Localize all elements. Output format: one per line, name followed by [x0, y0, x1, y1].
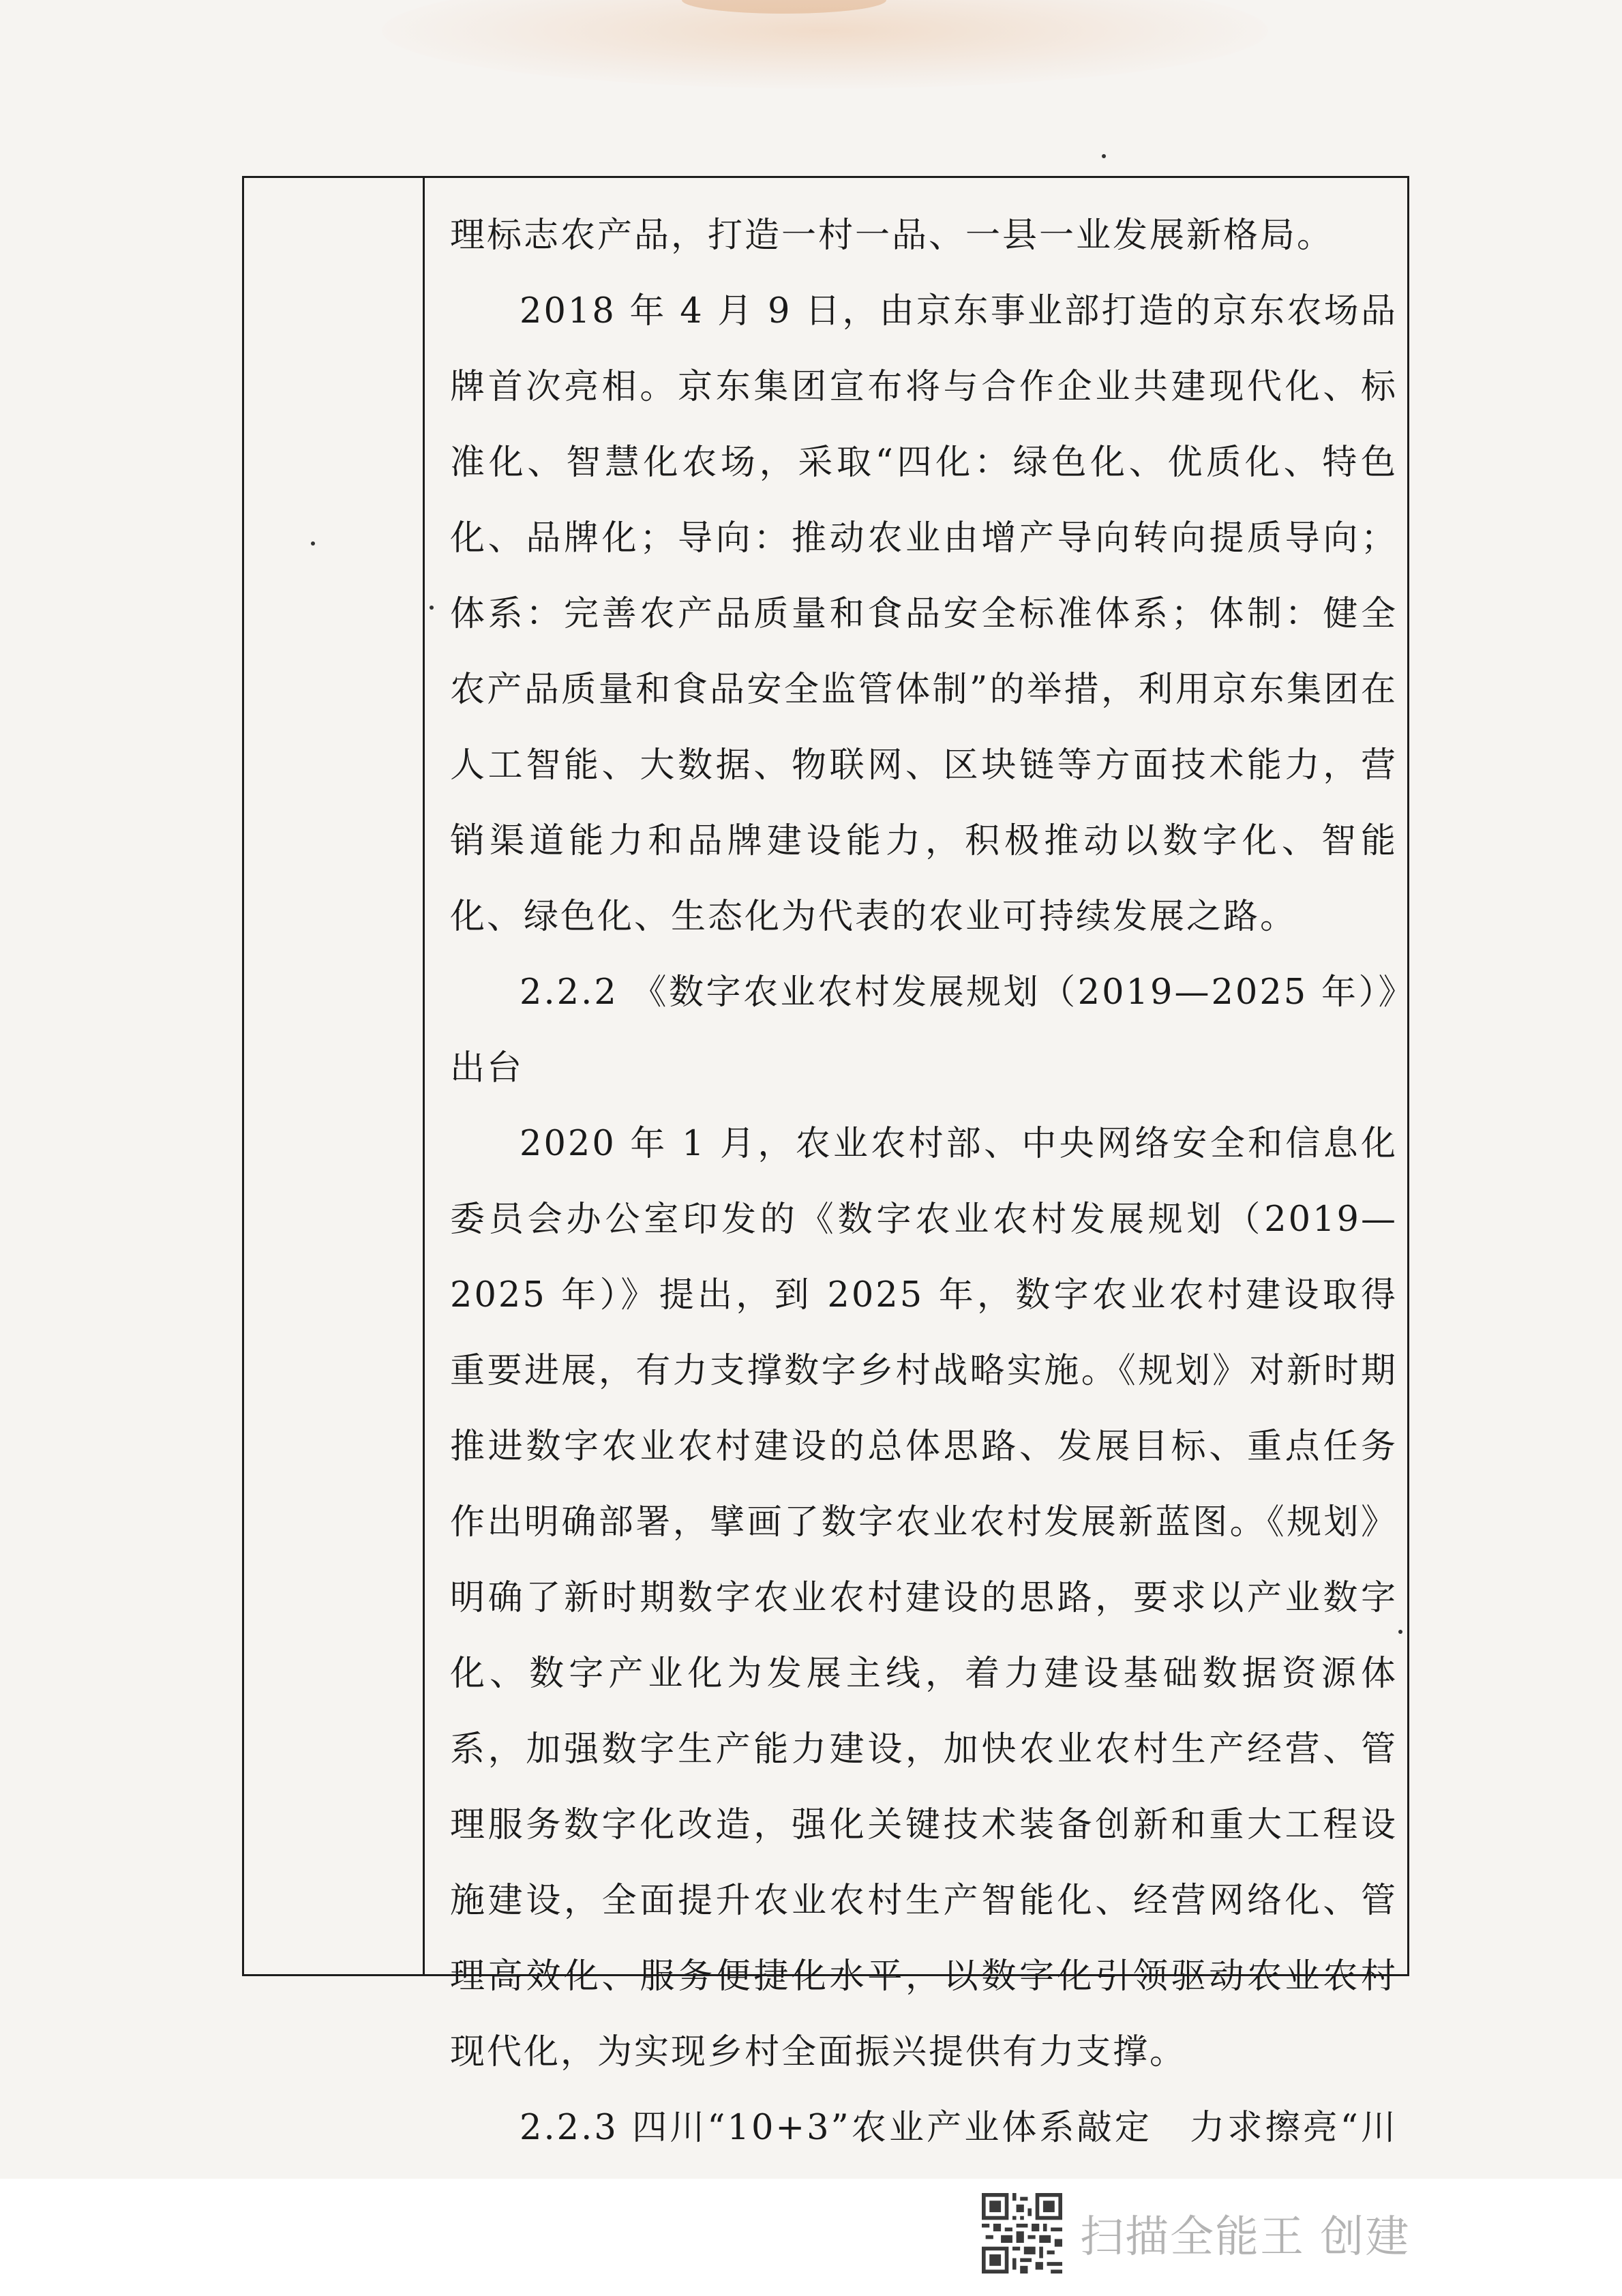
paragraph: 2018 年 4 月 9 日，由京东事业部打造的京东农场品牌首次亮相。京东集团宣布将与合作企业共建现代化、标准化、智慧化农场，采取“四化：绿色化、优质化、特色化、品牌化；导向：推动农业由增产导向转向提质导向；体系：完善农产品质量和食品安全标准体系；体制：健全农产品质量和食品安全监管体制”的举措，利用京东集团在人工智能、大数据、物联网、区块链等方面技术能力，营销渠道能力和品牌建设能力，积极推动以数字化、智能化、绿色化、生态化为代表的农业可持续发展之路。: [450, 291, 1398, 937]
paragraph: 理标志农产品，打造一村一品、一县一业发展新格局。: [450, 215, 1334, 256]
qr-code-icon: [982, 2193, 1062, 2273]
speck: [311, 541, 315, 546]
speck: [1398, 1630, 1402, 1634]
watermark-label: 扫描全能王 创建: [1080, 2212, 1411, 2263]
document-body: [450, 198, 1398, 2241]
speck: [1102, 154, 1106, 158]
speck: [430, 606, 434, 610]
paragraph: 2020 年 1 月，农业农村部、中央网络安全和信息化委员会办公室印发的《数字农业农村发展规划（2019—2025 年）》提出，到 2025 年，数字农业农村建设取得重要进展，有力支撑数字乡村战略实施。《规划》对新时期推进数字农业农村建设的总体思路、发展目标、重点任务作出明确部署，擘画了数字农业农村发展新蓝图。《规划》明确了新时期数字农业农村建设的思路，要求以产业数字化、数字产业化为发展主线，着力建设基础数据资源体系，加强数字生产能力建设，加快农业农村生产经营、管理服务数字化改造，强化关键技术装备创新和重大工程设施建设，全面提升农业农村生产智能化、经营网络化、管理高效化、服务便捷化水平，以数字化引领驱动农业农村现代化，为实现乡村全面振兴提供有力支撑。: [450, 1124, 1398, 2072]
paragraph: 2.2.2 《数字农业农村发展规划（2019—2025 年）》出台: [450, 972, 1398, 1088]
table-column-divider: [423, 176, 425, 1976]
paragraph: 2.2.3 四川“10+3”农业产业体系敲定 力求擦亮“川: [520, 2108, 1398, 2148]
paper-stain: [382, 0, 1268, 89]
scanner-watermark: [982, 2192, 1410, 2274]
